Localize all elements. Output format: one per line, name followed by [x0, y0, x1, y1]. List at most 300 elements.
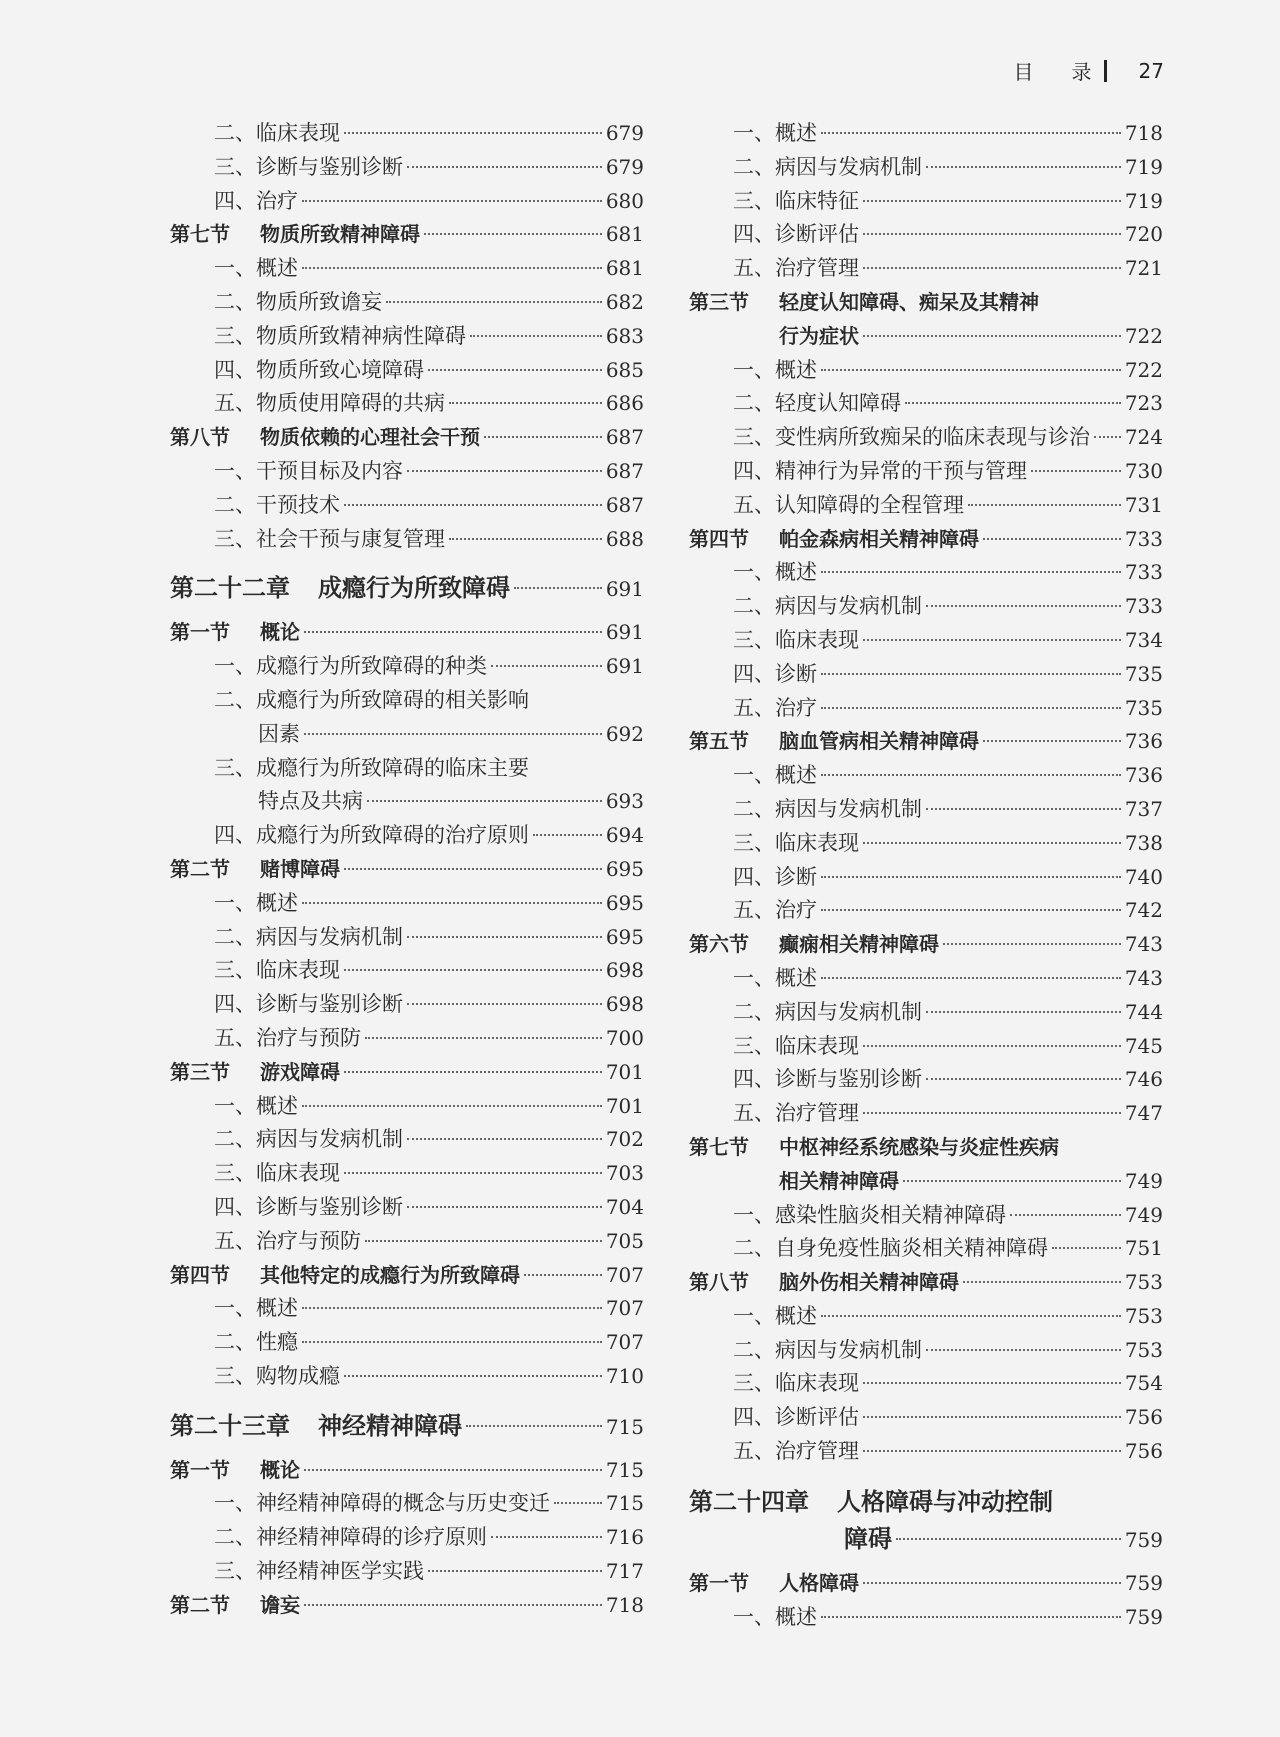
- chapter-title: 成瘾行为所致障碍: [318, 574, 510, 603]
- entry-page: 753: [1124, 1303, 1163, 1328]
- dot-leader: [863, 200, 1121, 202]
- entry-label: 三、成瘾行为所致障碍的临床主要: [214, 755, 529, 780]
- dot-leader: [407, 166, 602, 168]
- chapter-title: 神经精神障碍: [318, 1411, 462, 1440]
- entry-label: 三、购物成瘾: [214, 1363, 340, 1388]
- dot-leader: [470, 335, 602, 337]
- chapter-number: 第二十二章: [170, 574, 290, 603]
- toc-entry[interactable]: [170, 455, 644, 489]
- dot-leader: [905, 402, 1121, 404]
- entry-page: 698: [605, 992, 644, 1017]
- entry-label: 二、轻度认知障碍: [733, 391, 901, 416]
- entry-page: 686: [605, 391, 644, 416]
- section-title: 人格障碍: [779, 1570, 859, 1595]
- toc-chapter[interactable]: [170, 570, 644, 606]
- section-title: 物质依赖的心理社会干预: [260, 425, 480, 450]
- toc-entry[interactable]: [170, 1225, 644, 1259]
- section-title: 相关精神障碍: [779, 1168, 899, 1193]
- toc-entry[interactable]: [689, 1601, 1163, 1635]
- dot-leader: [365, 1037, 602, 1039]
- dot-leader: [491, 1536, 602, 1538]
- entry-page: 685: [605, 357, 644, 382]
- dot-leader: [344, 132, 602, 134]
- dot-leader: [983, 740, 1121, 742]
- toc-entry[interactable]: [689, 996, 1163, 1030]
- dot-leader: [407, 1206, 602, 1208]
- section-number: 第二节: [170, 856, 230, 881]
- header-divider: [1104, 60, 1107, 82]
- entry-label: 四、成瘾行为所致障碍的治疗原则: [214, 823, 529, 848]
- entry-page: 736: [1124, 763, 1163, 788]
- toc-column-left: [170, 117, 644, 1623]
- dot-leader: [1094, 436, 1121, 438]
- toc-entry[interactable]: [170, 1157, 644, 1191]
- dot-leader: [863, 267, 1121, 269]
- entry-label: 二、干预技术: [214, 492, 340, 517]
- entry-page: 680: [605, 188, 644, 213]
- section-title: 中枢神经系统感染与炎症性疾病: [779, 1134, 1059, 1159]
- entry-page: 679: [605, 121, 644, 145]
- entry-page: 681: [605, 222, 644, 247]
- entry-page: 683: [605, 323, 644, 348]
- entry-page: 751: [1124, 1236, 1163, 1261]
- dot-leader: [821, 673, 1121, 675]
- dot-leader: [428, 369, 602, 371]
- dot-leader: [926, 166, 1121, 168]
- entry-label: 一、概述: [214, 1296, 298, 1321]
- entry-page: 749: [1124, 1202, 1163, 1227]
- entry-page: 747: [1124, 1101, 1163, 1126]
- toc-section[interactable]: [170, 421, 644, 455]
- header-title-b: 录: [1071, 60, 1094, 84]
- entry-label: 四、诊断与鉴别诊断: [214, 1194, 403, 1219]
- entry-page: 759: [1124, 1527, 1163, 1552]
- entry-label: 五、治疗: [733, 695, 817, 720]
- dot-leader: [821, 571, 1121, 573]
- dot-leader: [863, 1382, 1121, 1384]
- toc-entry[interactable]: [170, 1292, 644, 1326]
- entry-page: 703: [605, 1161, 644, 1186]
- section-title: 帕金森病相关精神障碍: [779, 526, 979, 551]
- chapter-number: 第二十四章: [689, 1487, 809, 1516]
- dot-leader: [428, 1570, 602, 1572]
- section-number: 第四节: [170, 1262, 230, 1287]
- entry-page: 715: [605, 1457, 644, 1482]
- toc-section-continuation[interactable]: [689, 1165, 1163, 1199]
- toc-column-right: [689, 117, 1163, 1634]
- entry-page: 691: [605, 577, 644, 602]
- entry-label: 四、诊断与鉴别诊断: [214, 992, 403, 1017]
- dot-leader: [367, 800, 602, 802]
- section-number: 第一节: [689, 1570, 749, 1595]
- toc-entry[interactable]: [689, 793, 1163, 827]
- dot-leader: [386, 301, 602, 303]
- entry-label: 四、诊断: [733, 864, 817, 889]
- toc-entry[interactable]: [170, 151, 644, 185]
- toc-section[interactable]: [689, 1567, 1163, 1601]
- toc-chapter-continuation[interactable]: [689, 1521, 1163, 1557]
- toc-chapter[interactable]: [689, 1483, 1163, 1521]
- entry-page: 719: [1124, 154, 1163, 179]
- toc-entry[interactable]: [170, 1090, 644, 1124]
- toc-section[interactable]: [170, 616, 644, 650]
- section-number: 第一节: [170, 620, 230, 645]
- dot-leader: [821, 909, 1121, 911]
- entry-label: 一、概述: [733, 560, 817, 585]
- entry-page: 700: [605, 1025, 644, 1050]
- toc-section[interactable]: [689, 725, 1163, 759]
- entry-page: 733: [1124, 560, 1163, 585]
- entry-page: 695: [605, 890, 644, 915]
- entry-label: 五、治疗管理: [733, 256, 859, 281]
- dot-leader: [514, 587, 602, 589]
- toc-entry[interactable]: [689, 489, 1163, 523]
- toc-section[interactable]: [170, 1259, 644, 1293]
- entry-page: 695: [605, 924, 644, 949]
- dot-leader: [304, 1604, 602, 1606]
- toc-entry[interactable]: [689, 1300, 1163, 1334]
- toc-entry[interactable]: [689, 185, 1163, 219]
- entry-label: 一、概述: [733, 357, 817, 382]
- toc-entry[interactable]: [170, 954, 644, 988]
- toc-entry[interactable]: [689, 827, 1163, 861]
- toc-entry[interactable]: [170, 117, 644, 151]
- dot-leader: [821, 876, 1121, 878]
- toc-section[interactable]: [689, 286, 1163, 320]
- dot-leader: [821, 369, 1121, 371]
- entry-page: 716: [605, 1525, 644, 1550]
- toc-entry[interactable]: [689, 1097, 1163, 1131]
- entry-page: 679: [605, 154, 644, 179]
- entry-label: 一、概述: [214, 1093, 298, 1118]
- dot-leader: [821, 1315, 1121, 1317]
- chapter-title: 人格障碍与冲动控制: [837, 1487, 1053, 1516]
- toc-entry[interactable]: [689, 556, 1163, 590]
- toc-entry[interactable]: [689, 894, 1163, 928]
- page-header: [1014, 56, 1164, 85]
- toc-entry[interactable]: [170, 1555, 644, 1589]
- section-title: 其他特定的成瘾行为所致障碍: [260, 1262, 520, 1287]
- entry-label: 二、神经精神障碍的诊疗原则: [214, 1525, 487, 1550]
- dot-leader: [821, 707, 1121, 709]
- dot-leader: [365, 1240, 602, 1242]
- toc-entry[interactable]: [170, 684, 644, 718]
- dot-leader: [407, 936, 602, 938]
- section-number: 第三节: [170, 1059, 230, 1084]
- section-number: 第六节: [689, 932, 749, 957]
- entry-page: 753: [1124, 1270, 1163, 1295]
- entry-page: 722: [1124, 323, 1163, 348]
- dot-leader: [896, 1538, 1121, 1540]
- toc-entry[interactable]: [170, 988, 644, 1022]
- entry-page: 691: [605, 654, 644, 679]
- toc-section-continuation[interactable]: [689, 320, 1163, 354]
- toc-entry[interactable]: [689, 151, 1163, 185]
- toc-section[interactable]: [689, 1131, 1163, 1165]
- entry-page: 705: [605, 1228, 644, 1253]
- entry-page: 707: [605, 1296, 644, 1321]
- entry-page: 687: [605, 458, 644, 483]
- dot-leader: [863, 335, 1121, 337]
- chapter-title: 障碍: [844, 1524, 892, 1553]
- entry-page: 692: [605, 721, 644, 746]
- entry-label: 二、病因与发病机制: [733, 796, 922, 821]
- toc-entry[interactable]: [170, 286, 644, 320]
- toc-entry[interactable]: [689, 861, 1163, 895]
- toc-entry[interactable]: [170, 752, 644, 786]
- dot-leader: [424, 233, 602, 235]
- toc-entry[interactable]: [170, 1326, 644, 1360]
- entry-label: 五、治疗: [733, 898, 817, 923]
- toc-entry[interactable]: [689, 759, 1163, 793]
- entry-page: 731: [1124, 492, 1163, 517]
- section-number: 第七节: [170, 222, 230, 247]
- entry-label: 三、临床表现: [214, 1161, 340, 1186]
- toc-entry[interactable]: [689, 252, 1163, 286]
- section-title: 脑外伤相关精神障碍: [779, 1270, 959, 1295]
- toc-entry[interactable]: [689, 1030, 1163, 1064]
- toc-entry-continuation[interactable]: [170, 718, 644, 752]
- toc-entry[interactable]: [689, 1334, 1163, 1368]
- toc-entry[interactable]: [689, 387, 1163, 421]
- entry-label: 一、概述: [733, 1303, 817, 1328]
- entry-label: 二、病因与发病机制: [733, 154, 922, 179]
- section-number: 第一节: [170, 1457, 230, 1482]
- toc-entry[interactable]: [689, 455, 1163, 489]
- toc-entry[interactable]: [689, 692, 1163, 726]
- section-title: 物质所致精神障碍: [260, 222, 420, 247]
- section-title: 癫痫相关精神障碍: [779, 932, 939, 957]
- toc-entry[interactable]: [689, 1199, 1163, 1233]
- entry-page: 722: [1124, 357, 1163, 382]
- chapter-number: 第二十三章: [170, 1411, 290, 1440]
- entry-label: 因素: [258, 721, 300, 746]
- dot-leader: [304, 1469, 602, 1471]
- entry-page: 737: [1124, 796, 1163, 821]
- section-number: 第七节: [689, 1134, 749, 1159]
- toc-entry[interactable]: [689, 354, 1163, 388]
- toc-entry[interactable]: [689, 658, 1163, 692]
- entry-page: 745: [1124, 1033, 1163, 1058]
- entry-label: 特点及共病: [258, 789, 363, 814]
- entry-label: 四、诊断评估: [733, 222, 859, 247]
- toc-entry[interactable]: [170, 1521, 644, 1555]
- toc-entry[interactable]: [170, 252, 644, 286]
- toc-section[interactable]: [170, 1454, 644, 1488]
- section-title: 行为症状: [779, 323, 859, 348]
- dot-leader: [1031, 470, 1121, 472]
- dot-leader: [407, 470, 602, 472]
- dot-leader: [863, 842, 1121, 844]
- toc-entry[interactable]: [689, 218, 1163, 252]
- entry-page: 730: [1124, 458, 1163, 483]
- entry-page: 734: [1124, 627, 1163, 652]
- dot-leader: [863, 233, 1121, 235]
- dot-leader: [821, 132, 1121, 134]
- entry-page: 735: [1124, 661, 1163, 686]
- entry-label: 二、成瘾行为所致障碍的相关影响: [214, 687, 529, 712]
- section-title: 游戏障碍: [260, 1059, 340, 1084]
- toc-entry[interactable]: [689, 962, 1163, 996]
- entry-label: 三、诊断与鉴别诊断: [214, 154, 403, 179]
- entry-label: 二、自身免疫性脑炎相关精神障碍: [733, 1236, 1048, 1261]
- dot-leader: [407, 1003, 602, 1005]
- toc-entry[interactable]: [689, 117, 1163, 151]
- dot-leader: [821, 774, 1121, 776]
- dot-leader: [863, 1045, 1121, 1047]
- entry-label: 三、临床表现: [733, 1371, 859, 1396]
- entry-label: 二、病因与发病机制: [733, 594, 922, 619]
- entry-page: 735: [1124, 695, 1163, 720]
- toc-entry[interactable]: [170, 1123, 644, 1157]
- entry-label: 二、病因与发病机制: [733, 1337, 922, 1362]
- toc-chapter[interactable]: [170, 1408, 644, 1444]
- toc-entry[interactable]: [170, 523, 644, 557]
- entry-page: 687: [605, 425, 644, 450]
- entry-label: 五、治疗与预防: [214, 1228, 361, 1253]
- header-title-a: 目: [1013, 60, 1036, 84]
- entry-label: 四、治疗: [214, 188, 298, 213]
- toc-entry[interactable]: [689, 1401, 1163, 1435]
- entry-label: 四、诊断与鉴别诊断: [733, 1067, 922, 1092]
- toc-entry[interactable]: [170, 1360, 644, 1394]
- dot-leader: [821, 977, 1121, 979]
- entry-page: 743: [1124, 932, 1163, 957]
- toc-entry-continuation[interactable]: [170, 785, 644, 819]
- entry-page: 701: [605, 1093, 644, 1118]
- toc-section[interactable]: [689, 928, 1163, 962]
- toc-entry[interactable]: [689, 1367, 1163, 1401]
- entry-page: 749: [1124, 1168, 1163, 1193]
- toc-entry[interactable]: [170, 320, 644, 354]
- dot-leader: [304, 733, 602, 735]
- dot-leader: [344, 1375, 602, 1377]
- entry-label: 一、神经精神障碍的概念与历史变迁: [214, 1491, 550, 1516]
- toc-section[interactable]: [689, 523, 1163, 557]
- dot-leader: [407, 1138, 602, 1140]
- entry-label: 一、概述: [733, 763, 817, 788]
- entry-label: 三、临床表现: [214, 958, 340, 983]
- toc-entry[interactable]: [170, 489, 644, 523]
- toc-entry[interactable]: [170, 354, 644, 388]
- entry-label: 一、概述: [214, 256, 298, 281]
- toc-entry[interactable]: [170, 1487, 644, 1521]
- dot-leader: [302, 902, 602, 904]
- toc-entry[interactable]: [170, 1022, 644, 1056]
- entry-page: 742: [1124, 898, 1163, 923]
- toc-section[interactable]: [170, 1589, 644, 1623]
- entry-page: 759: [1124, 1570, 1163, 1595]
- entry-page: 710: [605, 1363, 644, 1388]
- dot-leader: [554, 1502, 602, 1504]
- page-number: 27: [1138, 58, 1164, 83]
- entry-page: 688: [605, 526, 644, 551]
- entry-page: 723: [1124, 391, 1163, 416]
- entry-page: 707: [605, 1330, 644, 1355]
- toc-entry[interactable]: [689, 590, 1163, 624]
- toc-entry[interactable]: [170, 887, 644, 921]
- toc-entry[interactable]: [170, 185, 644, 219]
- toc-entry[interactable]: [689, 624, 1163, 658]
- entry-label: 五、治疗与预防: [214, 1025, 361, 1050]
- entry-page: 698: [605, 958, 644, 983]
- dot-leader: [344, 969, 602, 971]
- section-number: 第八节: [170, 425, 230, 450]
- entry-page: 718: [605, 1592, 644, 1617]
- toc-section[interactable]: [170, 218, 644, 252]
- entry-label: 三、临床特征: [733, 188, 859, 213]
- toc-entry[interactable]: [170, 387, 644, 421]
- dot-leader: [466, 1425, 602, 1427]
- entry-page: 736: [1124, 729, 1163, 754]
- entry-page: 693: [605, 789, 644, 814]
- dot-leader: [449, 402, 602, 404]
- toc-section[interactable]: [689, 1266, 1163, 1300]
- entry-page: 702: [605, 1127, 644, 1152]
- dot-leader: [302, 1307, 602, 1309]
- entry-page: 759: [1124, 1604, 1163, 1629]
- entry-label: 五、治疗管理: [733, 1439, 859, 1464]
- entry-label: 三、物质所致精神病性障碍: [214, 323, 466, 348]
- entry-page: 746: [1124, 1067, 1163, 1092]
- toc-entry[interactable]: [170, 921, 644, 955]
- dot-leader: [926, 808, 1121, 810]
- entry-label: 一、概述: [733, 121, 817, 145]
- toc-entry[interactable]: [170, 650, 644, 684]
- entry-page: 701: [605, 1059, 644, 1084]
- entry-label: 二、物质所致谵妄: [214, 289, 382, 314]
- section-title: 赌博障碍: [260, 856, 340, 881]
- entry-label: 三、变性病所致痴呆的临床表现与诊治: [733, 425, 1090, 450]
- dot-leader: [449, 538, 602, 540]
- entry-label: 三、临床表现: [733, 1033, 859, 1058]
- dot-leader: [344, 868, 602, 870]
- dot-leader: [304, 631, 602, 633]
- toc-entry[interactable]: [689, 1063, 1163, 1097]
- entry-page: 743: [1124, 965, 1163, 990]
- entry-page: 707: [605, 1262, 644, 1287]
- toc-section[interactable]: [170, 1056, 644, 1090]
- dot-leader: [926, 1349, 1121, 1351]
- dot-leader: [926, 605, 1121, 607]
- dot-leader: [863, 1450, 1121, 1452]
- entry-page: 694: [605, 823, 644, 848]
- entry-page: 704: [605, 1194, 644, 1219]
- dot-leader: [344, 1071, 602, 1073]
- toc-entry[interactable]: [170, 1191, 644, 1225]
- entry-label: 一、概述: [733, 965, 817, 990]
- entry-page: 740: [1124, 864, 1163, 889]
- toc-section[interactable]: [170, 853, 644, 887]
- section-number: 第五节: [689, 729, 749, 754]
- toc-entry[interactable]: [689, 1232, 1163, 1266]
- dot-leader: [926, 1011, 1121, 1013]
- entry-label: 四、诊断: [733, 661, 817, 686]
- entry-page: 715: [605, 1491, 644, 1516]
- dot-leader: [1052, 1247, 1121, 1249]
- toc-entry[interactable]: [689, 1435, 1163, 1469]
- entry-page: 718: [1124, 121, 1163, 145]
- dot-leader: [863, 1582, 1121, 1584]
- entry-label: 二、临床表现: [214, 121, 340, 145]
- entry-page: 744: [1124, 999, 1163, 1024]
- dot-leader: [344, 504, 602, 506]
- entry-page: 753: [1124, 1337, 1163, 1362]
- entry-label: 三、神经精神医学实践: [214, 1559, 424, 1584]
- toc-entry[interactable]: [689, 421, 1163, 455]
- section-title: 概论: [260, 620, 300, 645]
- toc-entry[interactable]: [170, 819, 644, 853]
